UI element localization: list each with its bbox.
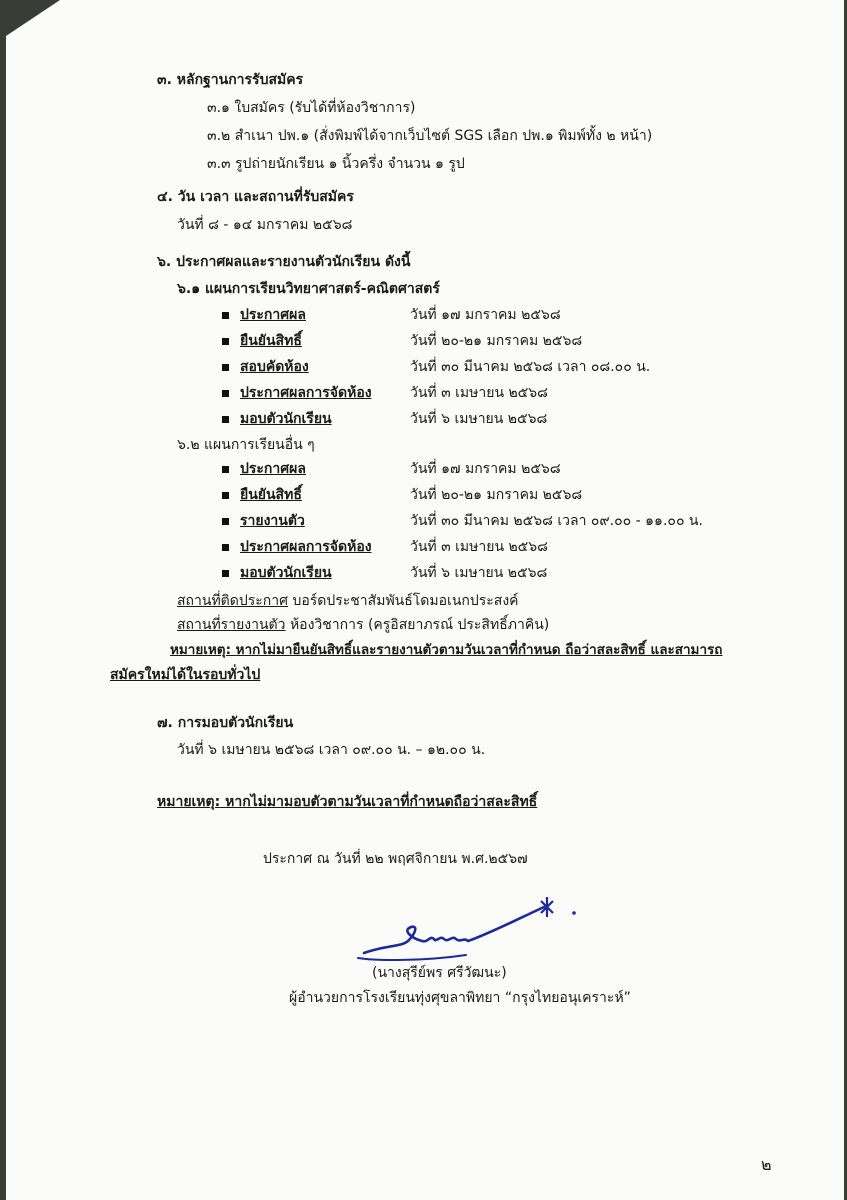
signer-title: ผู้อำนวยการโรงเรียนทุ่งศุขลาพิทยา “กรุงไทยอนุเคราะห์” [289,990,631,1006]
section-4-date: วันที่ ๘ - ๑๔ มกราคม ๒๕๖๘ [177,217,353,233]
page-number: ๒ [761,1155,772,1174]
section-7-heading: ๗. การมอบตัวนักเรียน [157,715,294,731]
bullet-icon [222,390,229,397]
report-place-value: ห้องวิชาการ (ครูอิสยาภรณ์ ประสิทธิ์ภาคิน) [289,617,550,633]
plan-2-row-1-label: ประกาศผล [240,461,306,477]
note-line-1: หมายเหตุ: หากไม่มายืนยันสิทธิ์และรายงานตัวตามวันเวลาที่กำหนด ถือว่าสละสิทธิ์ และสามารถ [170,642,723,658]
plan-1-row-2-label: ยืนยันสิทธิ์ [240,333,302,349]
plan-2-row-1-date: วันที่ ๑๗ มกราคม ๒๕๖๘ [410,461,561,477]
announcement-date: ประกาศ ณ วันที่ ๒๒ พฤศจิกายน พ.ศ.๒๕๖๗ [263,851,528,867]
section-4-heading: ๔. วัน เวลา และสถานที่รับสมัคร [157,189,354,205]
bullet-icon [222,570,229,577]
announce-place [177,592,519,610]
report-place-label: สถานที่รายงานตัว [177,617,286,633]
bullet-icon [222,364,229,371]
announce-place-label: สถานที่ติดประกาศ [177,593,289,609]
plan-1-row-4-date: วันที่ ๓ เมษายน ๒๕๖๘ [410,385,548,401]
bullet-icon [222,466,229,473]
report-place [177,616,549,634]
page-corner [0,0,60,40]
plan-1-row-5-date: วันที่ ๖ เมษายน ๒๕๖๘ [410,411,548,427]
plan-2-row-2-date: วันที่ ๒๐-๒๑ มกราคม ๒๕๖๘ [410,487,583,503]
announce-place-value: บอร์ดประชาสัมพันธ์โดมอเนกประสงค์ [292,593,519,609]
plan-2-row-5-label: มอบตัวนักเรียน [240,565,332,581]
bullet-icon [222,312,229,319]
section-3-heading: ๓. หลักฐานการรับสมัคร [157,72,304,88]
plan-1-row-1-label: ประกาศผล [240,307,306,323]
bullet-icon [222,518,229,525]
section-3-item-1: ๓.๑ ใบสมัคร (รับได้ที่ห้องวิชาการ) [207,100,416,116]
bullet-icon [222,492,229,499]
plan-1-row-4-label: ประกาศผลการจัดห้อง [240,385,372,401]
plan-1-row-3-label: สอบคัดห้อง [240,359,309,375]
note-2: หมายเหตุ: หากไม่มามอบตัวตามวันเวลาที่กำหนดถือว่าสละสิทธิ์ [157,794,538,810]
section-7-date: วันที่ ๖ เมษายน ๒๕๖๘ เวลา ๐๙.๐๐ น. – ๑๒.๐๐ น. [177,742,486,758]
plan-1-row-5-label: มอบตัวนักเรียน [240,411,332,427]
plan-1-title: ๖.๑ แผนการเรียนวิทยาศาสตร์-คณิตศาสตร์ [177,281,440,297]
section-3-item-2: ๓.๒ สำเนา ปพ.๑ (สั่งพิมพ์ได้จากเว็บไซต์ SGS เลือก ปพ.๑ พิมพ์ทั้ง ๒ หน้า) [207,128,653,144]
plan-2-title: ๖.๒ แผนการเรียนอื่น ๆ [177,437,315,453]
signature [356,895,586,965]
bullet-icon [222,544,229,551]
bullet-icon [222,338,229,345]
plan-2-row-4-date: วันที่ ๓ เมษายน ๒๕๖๘ [410,539,548,555]
plan-1-row-1-date: วันที่ ๑๗ มกราคม ๒๕๖๘ [410,307,561,323]
plan-2-row-3-label: รายงานตัว [240,513,305,529]
signer-name: (นางสุรีย์พร ศรีวัฒนะ) [372,965,507,981]
plan-2-row-4-label: ประกาศผลการจัดห้อง [240,539,372,555]
plan-2-row-2-label: ยืนยันสิทธิ์ [240,487,302,503]
plan-1-row-3-date: วันที่ ๓๐ มีนาคม ๒๕๖๘ เวลา ๐๘.๐๐ น. [410,359,651,375]
bullet-icon [222,416,229,423]
plan-2-row-3-date: วันที่ ๓๐ มีนาคม ๒๕๖๘ เวลา ๐๙.๐๐ - ๑๑.๐๐ น. [410,513,703,529]
note-line-2: สมัครใหม่ได้ในรอบทั่วไป [110,667,261,683]
section-6-heading: ๖. ประกาศผลและรายงานตัวนักเรียน ดังนี้ [157,254,411,270]
plan-2-row-5-date: วันที่ ๖ เมษายน ๒๕๖๘ [410,565,548,581]
plan-1-row-2-date: วันที่ ๒๐-๒๑ มกราคม ๒๕๖๘ [410,333,583,349]
section-3-item-3: ๓.๓ รูปถ่ายนักเรียน ๑ นิ้วครึ่ง จำนวน ๑ รูป [207,156,465,172]
